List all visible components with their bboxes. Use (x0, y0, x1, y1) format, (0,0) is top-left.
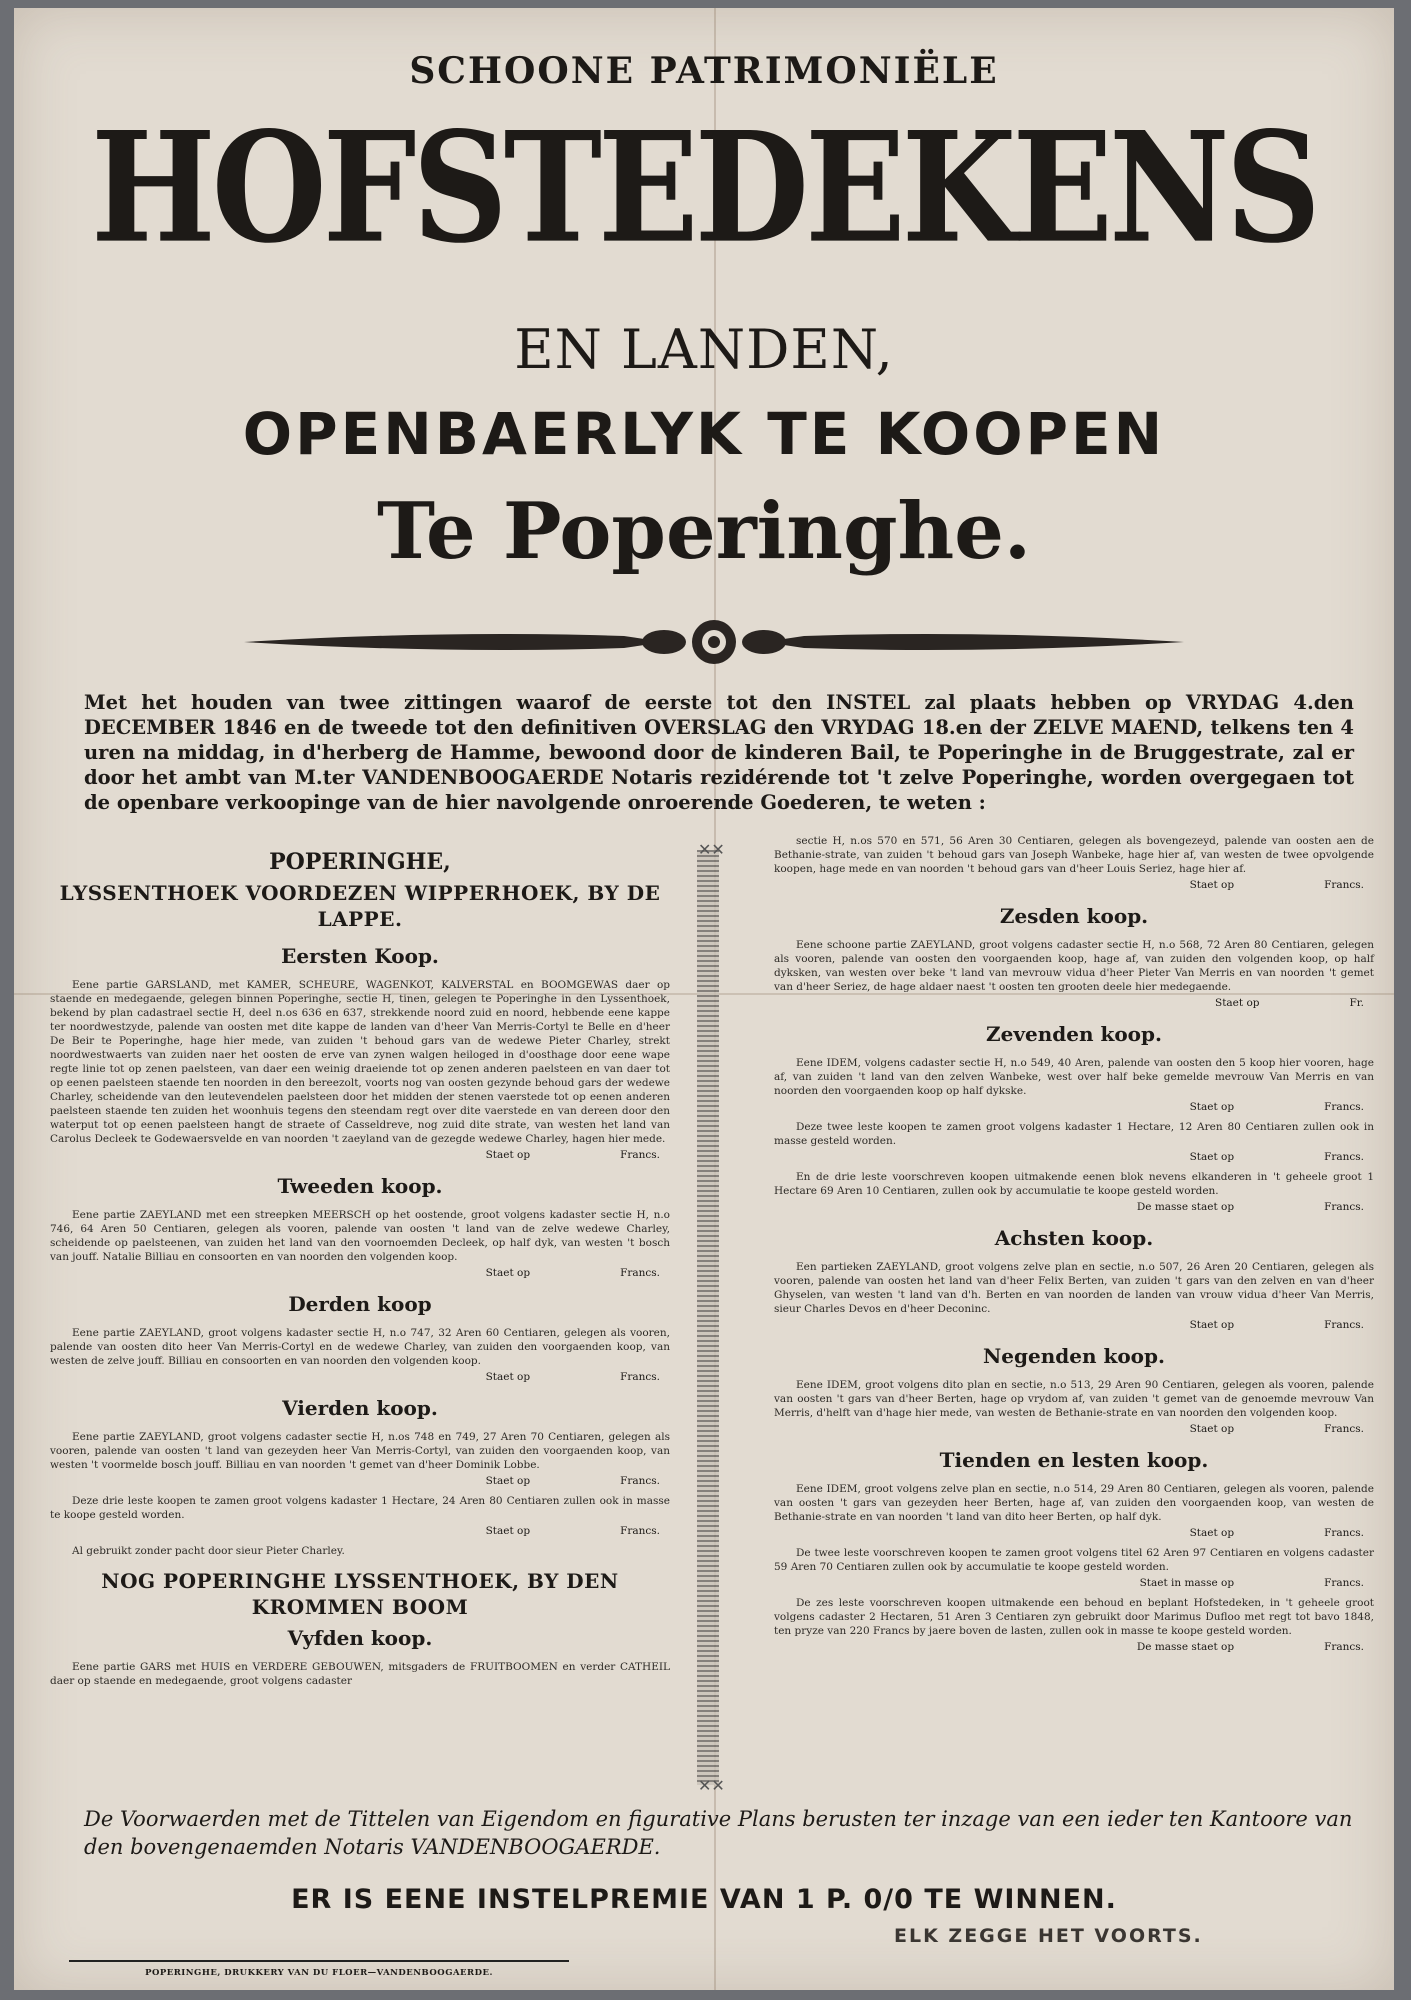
lot-description: Eene partie GARSLAND, met KAMER, SCHEURE, WAGENKOT, KALVERSTAL en BOOMGEWAS daer op staende en medegaende, gelegen binnen Poperinghe, sectie H, tinen, gelegen te Poperinghe in den Lyssenthoek, bekend by plan cadastrael sectie H, deel n.os 636 en 637, strekkende noord zuid en noord, hebbende eene kappe ter noordwestzyde, palende van oosten met dite kappe de landen van d'heer Van Merris-Cortyl te Belle en d'heer De Beir te Poperinghe, hage hier mede, van zuiden 't behoud gars van de wedewe Pieter Charley, strekt noordwestwaerts van zuiden naer het oosten de erve van zynen walgen heiloged in d'oosthage door eene wape regte linie tot op zenen paelsteen, van daer een weinig draeiende tot op zenen anderen paelsteen en van daer tot op eenen paelsteen staende ten noorden in den bereezolt, voorts nog van oosten gezynde behoud gars der wedewe Charley, scheidende van den leutevendelen paelsteen door het midden der stenen vaerstede tot op eenen anderen paelsteen staende ten zuiden het woonhuis tegens den steendam regt over dite vaerstede en van dereen door den waterput tot op eenen paelsteen hangt de straete of Casseldreve, nog zuid dite strate, van westen het land van Carolus Decleek te Godewaersvelde en van noorden 't zaeyland van de gezegde wedewe Charley, hagen hier mede. (50, 979, 670, 1145)
currency-label: Francs. (620, 1267, 660, 1279)
place-heading: POPERINGHE, (269, 849, 451, 875)
starting-price-line (50, 1266, 670, 1280)
starting-price-line (50, 1370, 670, 1384)
currency-label: Fr. (1349, 997, 1364, 1009)
currency-label: Francs. (620, 1525, 660, 1537)
starting-price-line (774, 1422, 1374, 1436)
lot-heading: Tienden en lesten koop. (939, 1448, 1209, 1472)
combined-lots-note: Deze twee leste koopen te zamen groot volgens kadaster 1 Hectare, 12 Aren 80 Centiaren zullen ook in masse gesteld worden. (774, 1121, 1374, 1147)
intro-paragraph: Met het houden van twee zittingen waarof de eerste tot den INSTEL zal plaats hebben op VRYDAG 4.den DECEMBER 1846 en de tweede tot den definitiven OVERSLAG den VRYDAG 18.en der ZELVE MAEND, telkens ten 4 uren na middag, in d'herberg de Hamme, bewoond door de kinderen Bail, te Poperinghe in de Bruggestrate, zal er door het ambt van M.ter VANDENBOOGAERDE Notaris rezidérende tot 't zelve Poperinghe, worden overgegaen tot de openbare verkoopinge van de hier navolgende onroerende Goederen, te weten : (84, 691, 1354, 814)
subtitle-poperinghe: Te Poperinghe. (376, 486, 1032, 577)
starting-price-line (774, 1576, 1374, 1590)
currency-label: Francs. (1324, 1527, 1364, 1539)
start-label: Staet op (1189, 1101, 1235, 1113)
kicker-heading: SCHOONE PATRIMONIËLE (409, 50, 999, 92)
divider-cross-top-icon: ✕✕ (698, 840, 725, 859)
right-column (774, 834, 1374, 1660)
divider-cross-bottom-icon: ✕✕ (698, 1776, 725, 1795)
currency-label: Francs. (1324, 1201, 1364, 1213)
conditions-note: De Voorwaerden met de Tittelen van Eigendom en figurative Plans berusten ter inzage van een ieder ten Kantoore van den bovengenaemden Notaris VANDENBOOGAERDE. (84, 1807, 1353, 1859)
locality-heading: LYSSENTHOEK VOORDEZEN WIPPERHOEK, BY DE LAPPE. (59, 881, 661, 931)
lot-heading: Zesden koop. (999, 904, 1149, 928)
starting-price-line (774, 1526, 1374, 1540)
left-column (50, 846, 670, 1690)
start-label: Staet op (1189, 1151, 1235, 1163)
lot-heading: Negenden koop. (983, 1344, 1165, 1368)
starting-price-line (50, 1474, 670, 1488)
starting-price-line (50, 1524, 670, 1538)
lot-heading: Vyfden koop. (287, 1626, 433, 1650)
printer-imprint: POPERINGHE, DRUKKERY VAN DU FLOER—VANDENBOOGAERDE. (69, 1960, 569, 1978)
lot-heading: Tweeden koop. (277, 1174, 443, 1198)
starting-price-line (774, 1318, 1374, 1332)
combined-lots-note: En de drie leste voorschreven koopen uitmakende eenen blok nevens elkanderen in 't geheele groot 1 Hectare 69 Aren 10 Centiaren, zullen ook by accumulatie te koope gesteld worden. (774, 1171, 1374, 1197)
start-label: Staet op (1189, 1423, 1235, 1435)
currency-label: Francs. (1324, 1319, 1364, 1331)
currency-label: Francs. (1324, 1641, 1364, 1653)
poster-sheet (14, 8, 1394, 1993)
lot-description: Eene partie ZAEYLAND, groot volgens kadaster sectie H, n.o 747, 32 Aren 60 Centiaren, gelegen als vooren, palende van oosten dito heer Van Merris-Cortyl en de wedewe Charley, van zuiden den voorgaenden koop, van westen de zelve jouff. Billiau en consoorten en van noorden den volgenden koop. (50, 1327, 670, 1367)
lot-description: Eene partie ZAEYLAND met een streepken MEERSCH op het oostende, groot volgens kadaster sectie H, n.o 746, 64 Aren 50 Centiaren, gelegen als vooren, palende van oosten 't land van de zelve wedewe Charley, scheidende op paelsteenen, van zuiden het land van den voornoemden Decleek, op half dyk, van westen 't bosch van jouff. Natalie Billiau en consoorten en van noorden den volgenden koop. (50, 1209, 670, 1263)
locality-heading-2: NOG POPERINGHE LYSSENTHOEK, BY DEN KROMMEN BOOM (101, 1569, 619, 1619)
starting-price-line (774, 1150, 1374, 1164)
combined-lots-note: De zes leste voorschreven koopen uitmakende een behoud en beplant Hofstedeken, in 't geheele groot volgens cadaster 2 Hectaren, 51 Aren 3 Centiaren zyn gebruikt door Marimus Dufloo met regt tot bavo 1848, ten pryze van 220 Francs by jaere boven de lasten, zullen ook in masse te koope gesteld worden. (774, 1597, 1374, 1637)
premium-announcement: ER IS EENE INSTELPREMIE VAN 1 P. 0/0 TE WINNEN. (291, 1884, 1117, 1915)
start-label: Staet op (485, 1525, 531, 1537)
combined-lots-note: De twee leste voorschreven koopen te zamen groot volgens titel 62 Aren 97 Centiaren en volgens cadaster 59 Aren 70 Centiaren zullen ook by accumulatie te koope gesteld worden. (774, 1547, 1374, 1573)
lot-description: Een partieken ZAEYLAND, groot volgens zelve plan en sectie, n.o 507, 26 Aren 20 Centiaren, gelegen als vooren, palende van oosten het land van d'heer Felix Berten, van zuiden 't gars van den zelven en van d'heer Ghyselen, van westen 't land van d'h. Berten en van noorden de landen van vrouw vidua d'heer Van Merris, sieur Charles Devos en d'heer Deconinc. (774, 1261, 1374, 1315)
lot-description: Eene IDEM, groot volgens dito plan en sectie, n.o 513, 29 Aren 90 Centiaren, gelegen als vooren, palende van oosten 't gars van d'heer Berten, hage op vrydom af, van zuiden 't gemet van de genoemde mevrouw Van Merris, d'helft van d'hage hier mede, van westen de Bethanie-strate en van noorden den volgenden koop. (774, 1379, 1374, 1419)
currency-label: Francs. (1324, 1101, 1364, 1113)
main-title: HOFSTEDEKENS (91, 99, 1317, 278)
currency-label: Francs. (1324, 1577, 1364, 1589)
closing-phrase: ELK ZEGGE HET VOORTS. (894, 1925, 1203, 1947)
start-label: Staet op (1189, 1527, 1235, 1539)
start-label: Staet op (485, 1149, 531, 1161)
start-label: Staet op (1189, 879, 1235, 891)
starting-price-line (50, 1148, 670, 1162)
lot-description: Eene partie ZAEYLAND, groot volgens cadaster sectie H, n.os 748 en 749, 27 Aren 70 Centiaren, gelegen als vooren, palende van oosten 't land van gezeyden heer Van Merris-Cortyl, van zuiden den voorgaenden koop, van westen 't voormelde bosch jouff. Billiau en van noorden 't gemet van d'heer Dominik Lobbe. (50, 1431, 670, 1471)
start-label: De masse staet op (1136, 1641, 1235, 1653)
subtitle-en-landen: EN LANDEN, (514, 318, 894, 381)
subtitle-openbaerlyk: OPENBAERLYK TE KOOPEN (242, 400, 1166, 468)
starting-price-line (774, 878, 1374, 892)
start-label: De masse staet op (1136, 1201, 1235, 1213)
starting-price-line (774, 1640, 1374, 1654)
starting-price-line (774, 1100, 1374, 1114)
ornament-divider (244, 616, 1184, 668)
column-divider (697, 850, 719, 1785)
lot-heading: Vierden koop. (282, 1396, 438, 1420)
lot-description: Eene IDEM, groot volgens zelve plan en sectie, n.o 514, 29 Aren 80 Centiaren, gelegen als vooren, palende van oosten 't gars van gezeyden heer Berten, hage af, van zuiden den voorgaenden koop, van westen de Bethanie-strate en van noorden 't land van dito heer Berten, op half dyk. (774, 1483, 1374, 1523)
start-label: Staet op (1215, 997, 1260, 1009)
start-label: Staet in masse op (1139, 1577, 1235, 1589)
start-label: Staet op (1189, 1319, 1235, 1331)
start-label: Staet op (485, 1475, 531, 1487)
start-label: Staet op (485, 1371, 531, 1383)
currency-label: Francs. (620, 1475, 660, 1487)
currency-label: Francs. (620, 1371, 660, 1383)
lot-heading: Achsten koop. (994, 1226, 1154, 1250)
lot-description: Eene IDEM, volgens cadaster sectie H, n.o 549, 40 Aren, palende van oosten den 5 koop hier vooren, hage af, van zuiden 't land van den zelven Wanbeke, west over half beke gemelde mevrouw Van Merris en van noorden den voorgaenden koop op half dykske. (774, 1057, 1374, 1097)
lot-description-continued: sectie H, n.os 570 en 571, 56 Aren 30 Centiaren, gelegen als bovengezeyd, palende van oosten aen de Bethanie-strate, van zuiden 't behoud gars van Joseph Wanbeke, hage hier af, van westen de twee opvolgende koopen, hage mede en van noorden 't behoud gars van d'heer Louis Seriez, hage hier af. (774, 835, 1374, 875)
start-label: Staet op (485, 1267, 531, 1279)
currency-label: Francs. (620, 1149, 660, 1161)
lot-heading: Zevenden koop. (986, 1022, 1162, 1046)
currency-label: Francs. (1324, 879, 1364, 891)
lot-description: Eene schoone partie ZAEYLAND, groot volgens cadaster sectie H, n.o 568, 72 Aren 80 Centiaren, gelegen als vooren, palende van oosten den voorgaenden koop, hage af, van zuiden den volgenden koop, op half dyksken, van westen over beke 't land van mevrouw vidua d'heer Pieter Van Merris en van noorden 't gemet van d'heer Seriez, de hage aldaer naest 't oosten ten grooten deele hier medegaende. (774, 939, 1374, 993)
currency-label: Francs. (1324, 1151, 1364, 1163)
lot-description: Eene partie GARS met HUIS en VERDERE GEBOUWEN, mitsgaders de FRUITBOOMEN en verder CATHEIL daer op staende en medegaende, groot volgens cadaster (50, 1661, 670, 1687)
tenant-note: Al gebruikt zonder pacht door sieur Pieter Charley. (72, 1545, 345, 1557)
lot-heading: Derden koop (288, 1292, 432, 1316)
starting-price-line (774, 996, 1374, 1010)
combined-lots-note: Deze drie leste koopen te zamen groot volgens kadaster 1 Hectare, 24 Aren 80 Centiaren zullen ook in masse te koope gesteld worden. (50, 1495, 670, 1521)
currency-label: Francs. (1324, 1423, 1364, 1435)
lot-heading: Eersten Koop. (281, 944, 439, 968)
starting-price-line (774, 1200, 1374, 1214)
